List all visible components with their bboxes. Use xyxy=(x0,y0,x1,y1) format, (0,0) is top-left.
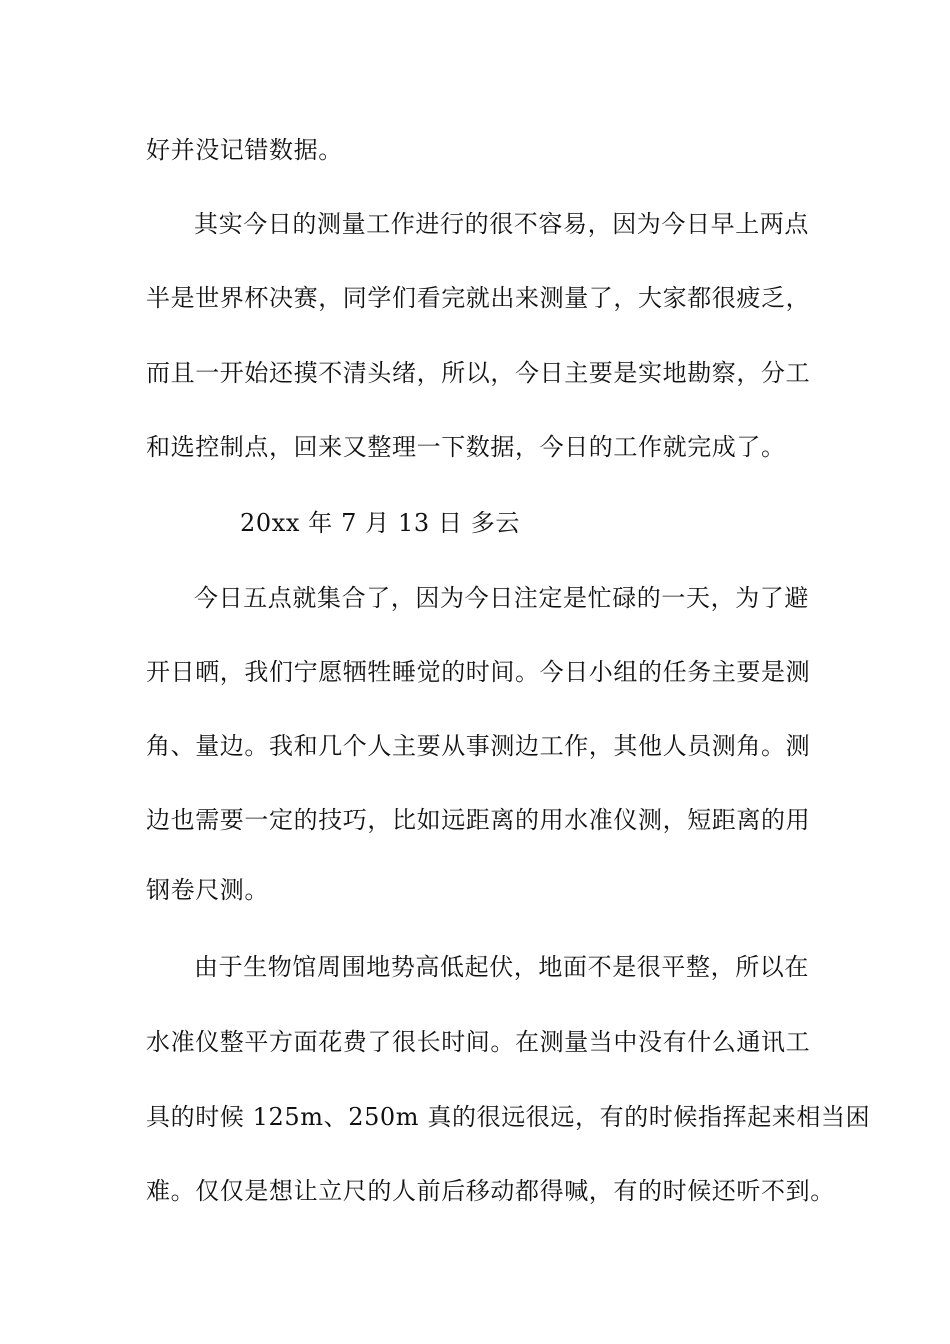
paragraph-line: 水准仪整平方面花费了很长时间。在测量当中没有什么通讯工 xyxy=(146,1028,811,1056)
paragraph-line: 和选控制点，回来又整理一下数据，今日的工作就完成了。 xyxy=(146,433,786,461)
paragraph-line: 难。仅仅是想让立尺的人前后移动都得喊，有的时候还听不到。 xyxy=(146,1177,835,1205)
paragraph-line: 今日五点就集合了，因为今日注定是忙碌的一天，为了避 xyxy=(194,584,809,612)
paragraph-line: 而且一开始还摸不清头绪，所以，今日主要是实地勘察，分工 xyxy=(146,359,811,387)
paragraph-line: 开日晒，我们宁愿牺牲睡觉的时间。今日小组的任务主要是测 xyxy=(146,658,811,686)
paragraph-line: 半是世界杯决赛，同学们看完就出来测量了，大家都很疲乏， xyxy=(146,284,811,312)
paragraph-line: 好并没记错数据。 xyxy=(146,136,343,164)
paragraph-line: 角、量边。我和几个人主要从事测边工作，其他人员测角。测 xyxy=(146,732,811,760)
date-weather-line: 20xx 年 7 月 13 日 多云 xyxy=(240,509,520,537)
paragraph-line: 由于生物馆周围地势高低起伏，地面不是很平整，所以在 xyxy=(194,953,809,981)
paragraph-line: 具的时候 125m、250m 真的很远很远，有的时候指挥起来相当困 xyxy=(146,1103,871,1131)
paragraph-line: 钢卷尺测。 xyxy=(146,876,269,904)
paragraph-line: 边也需要一定的技巧，比如远距离的用水准仪测，短距离的用 xyxy=(146,806,811,834)
paragraph-line: 其实今日的测量工作进行的很不容易，因为今日早上两点 xyxy=(194,210,809,238)
